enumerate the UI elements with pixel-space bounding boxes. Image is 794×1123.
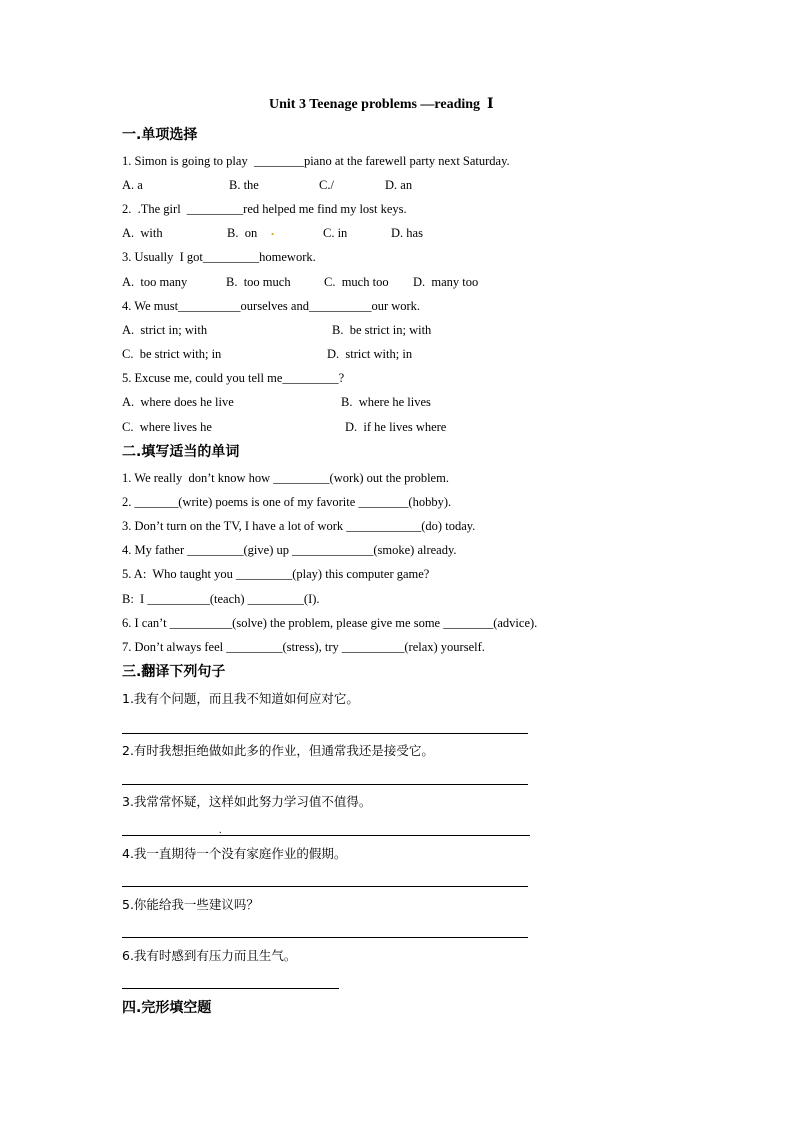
question-3: 3. Usually I got_________homework.	[122, 250, 316, 264]
q1-option-d: D. an	[385, 178, 413, 192]
q2-option-a: A. with	[122, 226, 163, 240]
q2-option-d: D. has	[391, 226, 423, 240]
fill-in-1: 1. We really don’t know how _________(work) out the problem.	[122, 471, 449, 485]
page-title: Unit 3 Teenage problems —reading Ⅰ	[269, 97, 494, 112]
fill-in-3: 3. Don’t turn on the TV, I have a lot of work ____________(do) today.	[122, 519, 476, 533]
stray-mark: .	[219, 825, 222, 836]
question-5: 5. Excuse me, could you tell me_________?	[122, 371, 345, 385]
q1-option-b: B. the	[229, 178, 259, 192]
q3-option-d: D. many too	[413, 275, 479, 289]
answer-line	[122, 784, 528, 785]
q1-option-c: C./	[319, 178, 334, 192]
answer-line	[122, 988, 339, 989]
answer-line	[122, 937, 528, 938]
section-heading-fill-in: 二.填写适当的单词	[122, 444, 240, 460]
fill-in-5b: B: I __________(teach) _________(I).	[122, 592, 320, 606]
q3-option-b: B. too much	[226, 275, 291, 289]
q5-option-d: D. if he lives where	[345, 420, 447, 434]
q5-option-a: A. where does he live	[122, 395, 234, 409]
q3-option-c: C. much too	[324, 275, 389, 289]
q2-option-c: C. in	[323, 226, 348, 240]
q3-option-a: A. too many	[122, 275, 188, 289]
translate-item-2: 2.有时我想拒绝做如此多的作业，但通常我还是接受它。	[122, 743, 434, 758]
answer-line	[122, 835, 530, 836]
fill-in-7: 7. Don’t always feel _________(stress), try __________(relax) yourself.	[122, 640, 485, 654]
fill-in-5a: 5. A: Who taught you _________(play) this computer game?	[122, 567, 430, 581]
translate-item-1: 1.我有个问题，而且我不知道如何应对它。	[122, 691, 359, 706]
answer-line	[122, 886, 528, 887]
q2-option-b: B. on	[227, 226, 258, 240]
question-1: 1. Simon is going to play ________piano at the farewell party next Saturday.	[122, 154, 510, 168]
q5-option-c: C. where lives he	[122, 420, 212, 434]
fill-in-4: 4. My father _________(give) up _____________(smoke) already.	[122, 543, 457, 557]
q4-option-a: A. strict in; with	[122, 323, 208, 337]
section-heading-translate: 三.翻译下列句子	[122, 664, 226, 680]
translate-item-5: 5.你能给我一些建议吗？	[122, 897, 259, 912]
q4-option-d: D. strict with; in	[327, 347, 413, 361]
translate-item-6: 6.我有时感到有压力而且生气。	[122, 948, 297, 963]
fill-in-6: 6. I can’t __________(solve) the problem, please give me some ________(advice).	[122, 616, 538, 630]
translate-item-4: 4.我一直期待一个没有家庭作业的假期。	[122, 846, 347, 861]
answer-line	[122, 733, 528, 734]
fill-in-2: 2. _______(write) poems is one of my favorite ________(hobby).	[122, 495, 452, 509]
q4-option-b: B. be strict in; with	[332, 323, 432, 337]
q5-option-b: B. where he lives	[341, 395, 431, 409]
question-4: 4. We must__________ourselves and__________our work.	[122, 299, 421, 313]
stray-mark: .	[271, 224, 275, 238]
q4-option-c: C. be strict with; in	[122, 347, 222, 361]
question-2: 2. .The girl _________red helped me find my lost keys.	[122, 202, 407, 216]
section-heading-multiple-choice: 一.单项选择	[122, 127, 198, 143]
q1-option-a: A. a	[122, 178, 143, 192]
translate-item-3: 3.我常常怀疑，这样如此努力学习值不值得。	[122, 794, 372, 809]
section-heading-cloze: 四.完形填空题	[122, 1000, 212, 1016]
